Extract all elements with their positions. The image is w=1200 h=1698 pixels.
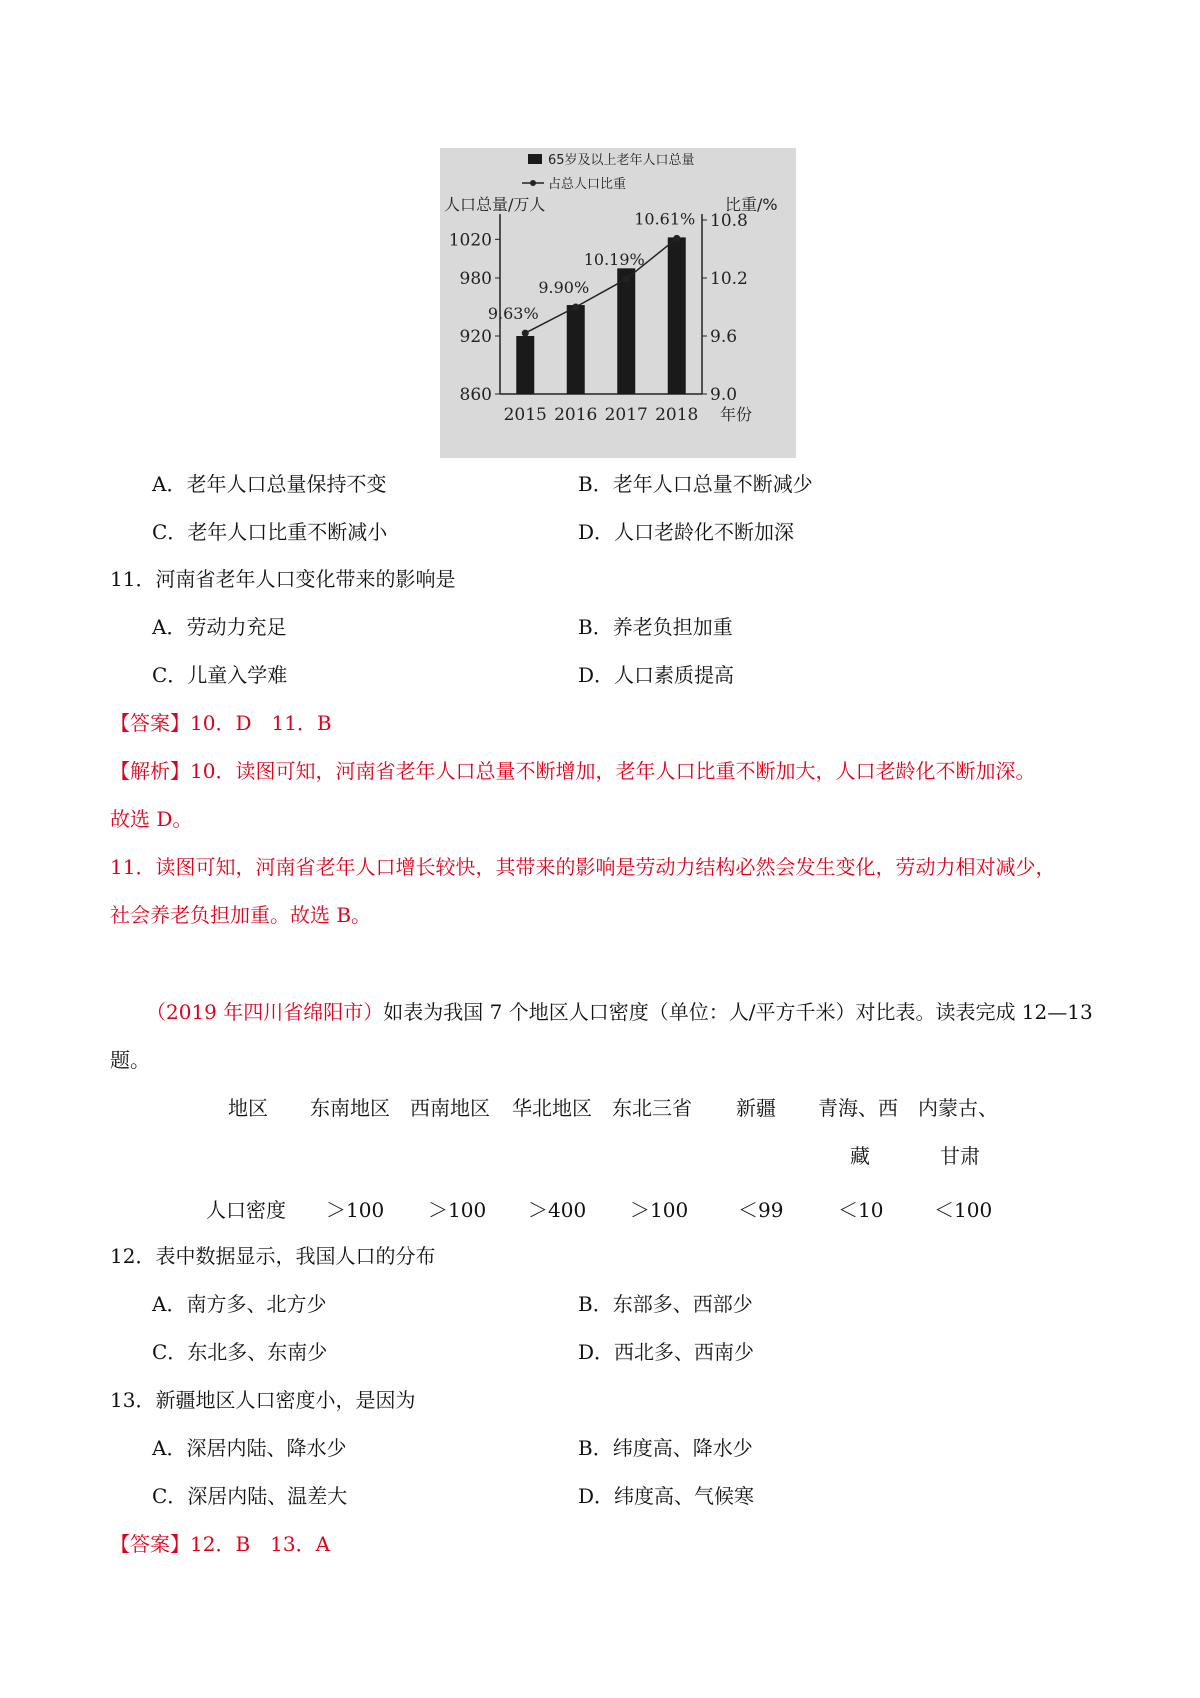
question-number: 13．	[110, 1388, 156, 1412]
line-data-label: 9.90%	[538, 278, 590, 297]
table-header-southeast: 东南地区	[310, 1096, 390, 1120]
line-data-label: 10.61%	[634, 209, 696, 229]
option-letter: C．	[152, 663, 188, 687]
legend-bar-label: 65岁及以上老年人口总量	[548, 153, 695, 168]
intro-text: 如表为我国 7 个地区人口密度（单位：人/平方千米）对比表。读表完成 12—13	[383, 1000, 1093, 1024]
q11-option-c[interactable]	[152, 663, 287, 687]
q11-option-d[interactable]	[578, 663, 734, 687]
option-text: 老年人口总量保持不变	[186, 472, 387, 496]
line-point-2015	[522, 330, 529, 337]
option-text: 深居内陆、降水少	[186, 1436, 347, 1460]
table-cell-qinghai-tibet: ＜10	[838, 1198, 884, 1222]
population-chart	[440, 148, 796, 458]
option-letter: B．	[578, 615, 613, 639]
table-header-qinghai-tibet: 青海、西	[818, 1096, 898, 1120]
y-left-tick-label: 920	[459, 327, 492, 347]
q11-stem	[110, 567, 455, 591]
bar-2017	[617, 268, 635, 394]
option-text: 老年人口比重不断减小	[187, 520, 388, 544]
q13-stem	[110, 1388, 415, 1412]
source-label: （2019 年四川省绵阳市）	[146, 1000, 384, 1024]
option-text: 南方多、北方少	[186, 1292, 327, 1316]
y-right-tick-label: 10.8	[710, 211, 748, 231]
bar-2016	[567, 305, 585, 394]
option-letter: A．	[152, 1292, 187, 1316]
question-text: 新疆地区人口密度小，是因为	[155, 1388, 416, 1412]
q12-option-b[interactable]	[578, 1292, 753, 1316]
option-text: 养老负担加重	[612, 615, 733, 639]
table-cell-north-china: ＞400	[528, 1198, 587, 1222]
table-header-north-china: 华北地区	[512, 1096, 592, 1120]
answer-12-13	[110, 1532, 330, 1556]
bar-2015	[516, 336, 534, 394]
intro-line-2: 题。	[110, 1048, 150, 1072]
analysis-text: 10．读图可知，河南省老年人口总量不断增加，老年人口比重不断加大，人口老龄化不断加深。	[190, 759, 1036, 783]
line-point-2017	[623, 275, 630, 282]
y-left-tick-label: 860	[459, 385, 492, 405]
analysis-line-4: 社会养老负担加重。故选 B。	[110, 903, 372, 927]
option-text: 东部多、西部少	[612, 1292, 753, 1316]
table-row-label-density: 人口密度	[206, 1198, 286, 1222]
line-point-2018	[673, 235, 680, 242]
y-right-tick-label: 9.0	[710, 385, 738, 405]
option-text: 儿童入学难	[187, 663, 288, 687]
y-left-tick-label: 980	[459, 269, 492, 289]
x-axis-unit-label: 年份	[720, 405, 753, 424]
analysis-line-2: 故选 D。	[110, 807, 193, 831]
option-letter: C．	[152, 1484, 188, 1508]
x-tick-label: 2017	[604, 405, 648, 425]
q13-option-b[interactable]	[578, 1436, 753, 1460]
intro-line-1	[146, 1000, 1093, 1024]
q11-option-b[interactable]	[578, 615, 733, 639]
legend-line-label: 占总人口比重	[548, 177, 627, 192]
option-text: 纬度高、降水少	[612, 1436, 753, 1460]
q12-option-a[interactable]	[152, 1292, 326, 1316]
answer-text: 12．B 13．A	[190, 1532, 331, 1556]
table-cell-northeast: ＞100	[630, 1198, 689, 1222]
table-header-inner-mongolia-gansu: 内蒙古、	[918, 1096, 998, 1120]
table-cell-inner-mongolia-gansu: ＜100	[934, 1198, 993, 1222]
option-letter: D．	[578, 1340, 615, 1364]
y-right-tick-label: 10.2	[710, 269, 748, 289]
q12-option-d[interactable]	[578, 1340, 754, 1364]
legend-bar-swatch	[528, 154, 542, 164]
option-letter: B．	[578, 472, 613, 496]
y-left-axis-title: 人口总量/万人	[444, 195, 546, 214]
y-left-tick-label: 1020	[448, 230, 492, 251]
question-text: 河南省老年人口变化带来的影响是	[155, 567, 456, 591]
option-text: 深居内陆、温差大	[187, 1484, 348, 1508]
option-text: 老年人口总量不断减少	[612, 472, 813, 496]
q12-stem	[110, 1244, 435, 1268]
q13-option-a[interactable]	[152, 1436, 346, 1460]
answer-10-11	[110, 711, 332, 735]
table-header-region: 地区	[228, 1096, 268, 1120]
option-text: 人口老龄化不断加深	[614, 520, 795, 544]
table-cell-xinjiang: ＜99	[738, 1198, 784, 1222]
option-text: 劳动力充足	[186, 615, 287, 639]
line-data-label: 10.19%	[583, 249, 645, 269]
q10-option-d[interactable]	[578, 520, 794, 544]
x-tick-label: 2018	[655, 405, 699, 425]
analysis-line-1	[110, 759, 1035, 783]
option-text: 东北多、东南少	[187, 1340, 328, 1364]
question-text: 表中数据显示，我国人口的分布	[155, 1244, 436, 1268]
analysis-line-3: 11．读图可知，河南省老年人口增长较快，其带来的影响是劳动力结构必然会发生变化，劳动力相对减少，	[110, 855, 1056, 879]
bar-2018	[668, 237, 686, 394]
option-letter: A．	[152, 1436, 187, 1460]
table-cell-southwest: ＞100	[428, 1198, 487, 1222]
question-number: 11．	[110, 567, 156, 591]
y-right-axis-title: 比重/%	[725, 195, 778, 214]
chart-svg	[440, 148, 796, 458]
q10-option-a[interactable]	[152, 472, 386, 496]
table-header-xinjiang: 新疆	[736, 1096, 776, 1120]
q12-option-c[interactable]	[152, 1340, 327, 1364]
q10-option-c[interactable]	[152, 520, 387, 544]
option-text: 纬度高、气候寒	[614, 1484, 755, 1508]
option-letter: B．	[578, 1436, 613, 1460]
table-header-inner-mongolia-gansu-wrap: 甘肃	[940, 1144, 980, 1168]
option-letter: C．	[152, 1340, 188, 1364]
table-header-qinghai-tibet-wrap: 藏	[850, 1144, 870, 1168]
option-letter: D．	[578, 1484, 615, 1508]
option-letter: D．	[578, 520, 615, 544]
line-data-label: 9.63%	[487, 304, 539, 324]
option-text: 西北多、西南少	[614, 1340, 755, 1364]
question-number: 12．	[110, 1244, 156, 1268]
q10-option-b[interactable]	[578, 472, 813, 496]
option-letter: D．	[578, 663, 615, 687]
q11-option-a[interactable]	[152, 615, 286, 639]
answer-text: 10．D 11．B	[190, 711, 332, 735]
answer-tag: 【答案】	[110, 1532, 190, 1556]
analysis-tag: 【解析】	[110, 759, 190, 783]
answer-tag: 【答案】	[110, 711, 190, 735]
option-letter: B．	[578, 1292, 613, 1316]
table-header-southwest: 西南地区	[410, 1096, 490, 1120]
table-cell-southeast: ＞100	[326, 1198, 385, 1222]
option-letter: A．	[152, 472, 187, 496]
legend-line-marker	[530, 180, 536, 186]
x-tick-label: 2016	[554, 405, 598, 425]
q13-option-c[interactable]	[152, 1484, 347, 1508]
option-letter: A．	[152, 615, 187, 639]
line-point-2016	[572, 304, 579, 311]
x-tick-label: 2015	[503, 405, 547, 425]
option-text: 人口素质提高	[614, 663, 735, 687]
table-header-northeast: 东北三省	[612, 1096, 692, 1120]
option-letter: C．	[152, 520, 188, 544]
q13-option-d[interactable]	[578, 1484, 754, 1508]
y-right-tick-label: 9.6	[710, 327, 738, 347]
